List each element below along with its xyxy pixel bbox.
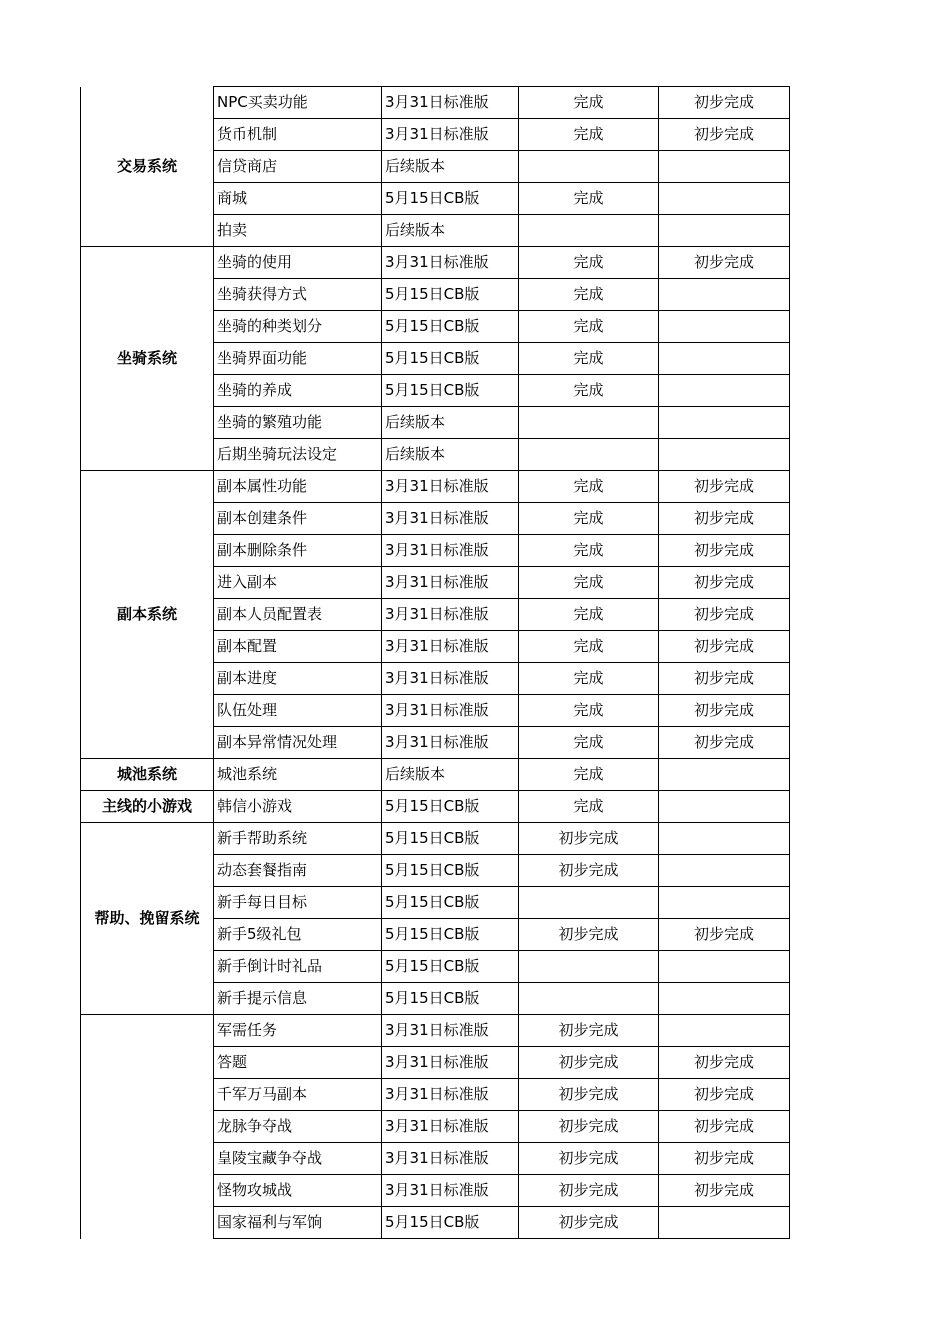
progress-cell [659,311,790,343]
category-cell: 主线的小游戏 [81,791,214,823]
feature-cell: NPC买卖功能 [214,87,382,119]
status-cell [519,407,659,439]
progress-cell [659,887,790,919]
feature-cell: 韩信小游戏 [214,791,382,823]
version-cell: 5月15日CB版 [382,279,519,311]
status-cell: 初步完成 [519,1015,659,1047]
progress-cell: 初步完成 [659,1047,790,1079]
status-cell [519,887,659,919]
version-cell: 3月31日标准版 [382,247,519,279]
feature-cell: 怪物攻城战 [214,1175,382,1207]
table-row [81,247,790,279]
progress-cell: 初步完成 [659,663,790,695]
feature-cell: 坐骑获得方式 [214,279,382,311]
feature-cell: 城池系统 [214,759,382,791]
status-cell: 初步完成 [519,1047,659,1079]
progress-cell: 初步完成 [659,727,790,759]
progress-cell: 初步完成 [659,1143,790,1175]
feature-cell: 动态套餐指南 [214,855,382,887]
progress-cell: 初步完成 [659,1175,790,1207]
feature-cell: 龙脉争夺战 [214,1111,382,1143]
version-cell: 5月15日CB版 [382,1207,519,1239]
status-cell: 完成 [519,119,659,151]
progress-cell [659,183,790,215]
progress-cell: 初步完成 [659,471,790,503]
version-cell: 5月15日CB版 [382,855,519,887]
feature-cell: 答题 [214,1047,382,1079]
status-cell: 完成 [519,791,659,823]
version-cell: 3月31日标准版 [382,119,519,151]
progress-cell [659,983,790,1015]
category-cell: 城池系统 [81,759,214,791]
progress-cell: 初步完成 [659,503,790,535]
version-cell: 5月15日CB版 [382,343,519,375]
status-cell [519,215,659,247]
version-cell: 3月31日标准版 [382,599,519,631]
version-cell: 3月31日标准版 [382,471,519,503]
status-cell: 完成 [519,375,659,407]
progress-cell [659,375,790,407]
version-cell: 5月15日CB版 [382,375,519,407]
status-cell [519,983,659,1015]
feature-cell: 坐骑的繁殖功能 [214,407,382,439]
progress-cell [659,791,790,823]
progress-cell: 初步完成 [659,599,790,631]
feature-cell: 国家福利与军饷 [214,1207,382,1239]
category-cell: 副本系统 [81,471,214,759]
progress-cell: 初步完成 [659,535,790,567]
progress-cell: 初步完成 [659,1111,790,1143]
status-cell: 完成 [519,663,659,695]
progress-cell [659,855,790,887]
progress-cell [659,151,790,183]
progress-cell: 初步完成 [659,119,790,151]
feature-cell: 进入副本 [214,567,382,599]
feature-cell: 新手每日目标 [214,887,382,919]
version-cell: 3月31日标准版 [382,1079,519,1111]
progress-cell [659,951,790,983]
version-cell: 5月15日CB版 [382,311,519,343]
status-cell: 完成 [519,631,659,663]
table-row [81,823,790,855]
status-cell [519,151,659,183]
table-row [81,791,790,823]
progress-cell: 初步完成 [659,87,790,119]
status-cell: 完成 [519,599,659,631]
version-cell: 3月31日标准版 [382,1175,519,1207]
progress-cell [659,343,790,375]
feature-cell: 坐骑的使用 [214,247,382,279]
feature-cell: 后期坐骑玩法设定 [214,439,382,471]
feature-cell: 副本配置 [214,631,382,663]
progress-cell [659,823,790,855]
status-cell: 完成 [519,471,659,503]
version-cell: 3月31日标准版 [382,87,519,119]
category-cell [81,1015,214,1239]
status-cell: 初步完成 [519,1079,659,1111]
status-cell: 完成 [519,247,659,279]
version-cell: 3月31日标准版 [382,663,519,695]
status-cell: 完成 [519,311,659,343]
feature-cell: 货币机制 [214,119,382,151]
progress-cell [659,439,790,471]
category-cell: 帮助、挽留系统 [81,823,214,1015]
status-cell: 完成 [519,183,659,215]
feature-cell: 信贷商店 [214,151,382,183]
version-cell: 3月31日标准版 [382,695,519,727]
feature-cell: 商城 [214,183,382,215]
table-body [81,87,790,1239]
feature-cell: 皇陵宝藏争夺战 [214,1143,382,1175]
feature-status-table [80,86,790,1239]
status-cell [519,951,659,983]
progress-cell [659,407,790,439]
feature-cell: 副本创建条件 [214,503,382,535]
status-cell: 完成 [519,695,659,727]
progress-cell [659,215,790,247]
version-cell: 后续版本 [382,151,519,183]
version-cell: 3月31日标准版 [382,567,519,599]
version-cell: 3月31日标准版 [382,631,519,663]
feature-cell: 坐骑的养成 [214,375,382,407]
version-cell: 3月31日标准版 [382,503,519,535]
status-cell: 初步完成 [519,1207,659,1239]
version-cell: 5月15日CB版 [382,983,519,1015]
feature-cell: 新手提示信息 [214,983,382,1015]
feature-cell: 坐骑界面功能 [214,343,382,375]
version-cell: 3月31日标准版 [382,535,519,567]
table-row [81,87,790,119]
progress-cell [659,279,790,311]
version-cell: 5月15日CB版 [382,887,519,919]
status-cell: 完成 [519,503,659,535]
status-cell: 初步完成 [519,823,659,855]
version-cell: 后续版本 [382,439,519,471]
progress-cell: 初步完成 [659,1079,790,1111]
feature-cell: 副本人员配置表 [214,599,382,631]
status-cell: 完成 [519,279,659,311]
status-cell: 完成 [519,535,659,567]
table-row [81,471,790,503]
category-cell: 交易系统 [81,87,214,247]
feature-cell: 拍卖 [214,215,382,247]
feature-cell: 副本属性功能 [214,471,382,503]
feature-cell: 新手倒计时礼品 [214,951,382,983]
status-cell: 完成 [519,759,659,791]
version-cell: 3月31日标准版 [382,1047,519,1079]
version-cell: 5月15日CB版 [382,823,519,855]
version-cell: 5月15日CB版 [382,183,519,215]
feature-cell: 副本异常情况处理 [214,727,382,759]
status-cell: 完成 [519,87,659,119]
feature-cell: 新手5级礼包 [214,919,382,951]
feature-cell: 千军万马副本 [214,1079,382,1111]
feature-cell: 副本进度 [214,663,382,695]
category-cell: 坐骑系统 [81,247,214,471]
version-cell: 后续版本 [382,759,519,791]
version-cell: 3月31日标准版 [382,727,519,759]
progress-cell: 初步完成 [659,567,790,599]
feature-cell: 坐骑的种类划分 [214,311,382,343]
version-cell: 后续版本 [382,407,519,439]
progress-cell: 初步完成 [659,919,790,951]
status-cell [519,439,659,471]
status-cell: 完成 [519,567,659,599]
status-cell: 完成 [519,343,659,375]
status-cell: 初步完成 [519,1143,659,1175]
status-cell: 初步完成 [519,1111,659,1143]
table-row [81,759,790,791]
version-cell: 3月31日标准版 [382,1143,519,1175]
progress-cell [659,1015,790,1047]
feature-cell: 队伍处理 [214,695,382,727]
feature-cell: 新手帮助系统 [214,823,382,855]
version-cell: 5月15日CB版 [382,919,519,951]
feature-cell: 军需任务 [214,1015,382,1047]
progress-cell: 初步完成 [659,631,790,663]
table-row [81,1015,790,1047]
version-cell: 3月31日标准版 [382,1015,519,1047]
version-cell: 3月31日标准版 [382,1111,519,1143]
status-cell: 初步完成 [519,1175,659,1207]
version-cell: 5月15日CB版 [382,951,519,983]
status-cell: 完成 [519,727,659,759]
feature-cell: 副本删除条件 [214,535,382,567]
progress-cell: 初步完成 [659,695,790,727]
version-cell: 后续版本 [382,215,519,247]
progress-cell [659,1207,790,1239]
progress-cell [659,759,790,791]
status-cell: 初步完成 [519,855,659,887]
version-cell: 5月15日CB版 [382,791,519,823]
progress-cell: 初步完成 [659,247,790,279]
status-cell: 初步完成 [519,919,659,951]
